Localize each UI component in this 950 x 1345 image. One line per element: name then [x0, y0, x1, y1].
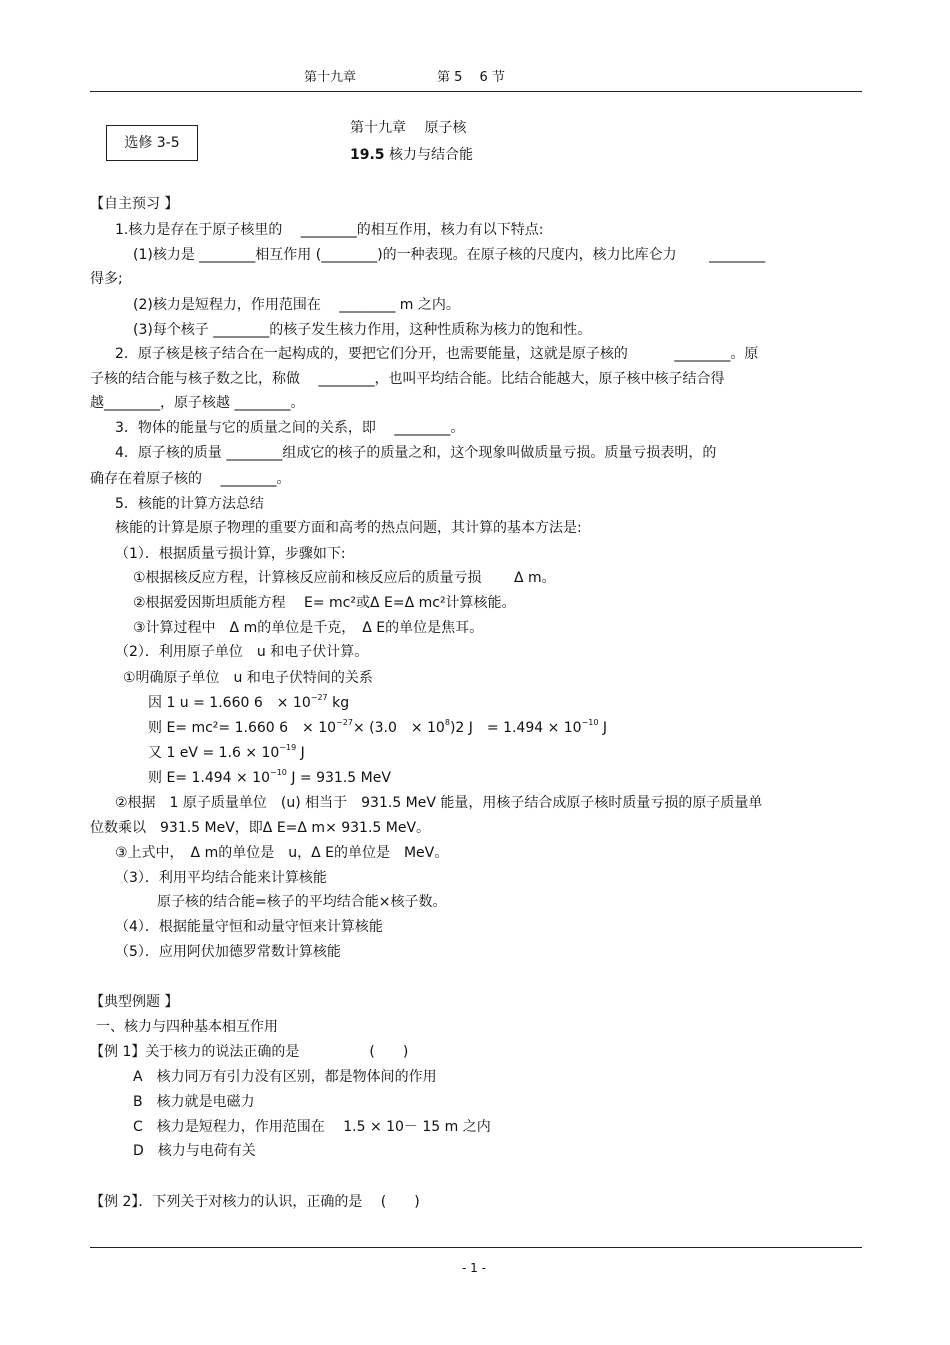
preview-line: （2）．利用原子单位 u 和电子伏计算。	[115, 644, 369, 660]
header-section: 第 5 6 节	[437, 70, 505, 85]
example-1-stem: 【例 1】关于核力的说法正确的是 ( )	[90, 1044, 409, 1060]
example-1-option-d: D 核力与电荷有关	[133, 1143, 256, 1159]
examples-subheading: 一、核力与四种基本相互作用	[96, 1019, 278, 1035]
preview-line: 4．原子核的质量 ________组成它的核子的质量之和，这个现象叫做质量亏损。质量亏损表明，的	[115, 445, 717, 461]
preview-line: ②根据 1 原子质量单位 (u) 相当于 931.5 MeV 能量，用核子结合成原子核时质量亏损的原子质量单	[115, 795, 763, 811]
preview-line: ①根据核反应方程，计算核反应前和核反应后的质量亏损 Δ m。	[133, 570, 556, 586]
preview-line: (3)每个核子 ________的核子发生核力作用，这种性质称为核力的饱和性。	[133, 322, 592, 338]
footer-rule	[90, 1247, 862, 1248]
preview-line: 子核的结合能与核子数之比，称做 ________，也叫平均结合能。比结合能越大，原子核中核子结合得	[90, 371, 725, 387]
preview-line: （5）．应用阿伏加德罗常数计算核能	[115, 944, 341, 960]
examples-heading: 【典型例题 】	[90, 994, 179, 1010]
preview-heading: 【自主预习 】	[90, 196, 179, 212]
preview-line: （4）．根据能量守恒和动量守恒来计算核能	[115, 919, 383, 935]
preview-line: 确存在着原子核的 ________。	[90, 471, 291, 487]
preview-line: 2．原子核是核子结合在一起构成的，要把它们分开，也需要能量，这就是原子核的 ________。原	[115, 346, 759, 362]
preview-line: （1）．根据质量亏损计算，步骤如下:	[115, 546, 346, 562]
preview-line: 原子核的结合能=核子的平均结合能×核子数。	[157, 894, 447, 910]
preview-line: (2)核力是短程力，作用范围在 ________ m 之内。	[133, 297, 460, 313]
preview-line: ①明确原子单位 u 和电子伏特间的关系	[123, 670, 373, 686]
preview-line: 位数乘以 931.5 MeV，即Δ E=Δ m× 931.5 MeV。	[90, 820, 431, 836]
chapter-title: 第十九章 原子核	[350, 120, 467, 136]
section-number: 19.5	[350, 147, 385, 163]
preview-line: 3．物体的能量与它的质量之间的关系，即 ________。	[115, 420, 465, 436]
formula-ev: 又 1 eV = $1.6 \times 10^{-19}$ J	[148, 743, 305, 761]
preview-line: (1)核力是 ________相互作用 (________)的一种表现。在原子核的尺度内，核力比库仑力 ________	[133, 247, 766, 263]
section-name: 核力与结合能	[389, 147, 473, 163]
preview-line: 得多;	[90, 271, 123, 287]
formula-energy: 则 E= mc²= 1.660 6 × $10^{-27}\times (3.0$ × $10^8)2$ J = $1.494 \times 10^{-10}$ J	[148, 718, 608, 736]
header-rule	[90, 91, 862, 92]
header-chapter: 第十九章	[304, 70, 357, 85]
example-1-option-c: C 核力是短程力，作用范围在 1.5 × 10－ 15 m 之内	[133, 1119, 491, 1135]
preview-line: 5．核能的计算方法总结	[115, 496, 264, 512]
example-1-option-a: A 核力同万有引力没有区别，都是物体间的作用	[133, 1069, 437, 1085]
preview-line: 核能的计算是原子物理的重要方面和高考的热点问题，其计算的基本方法是:	[115, 520, 582, 536]
page-number: - 1 -	[462, 1261, 486, 1275]
preview-line: 越________，原子核越 ________。	[90, 395, 305, 411]
preview-line: ②根据爱因斯坦质能方程 E= mc²或Δ E=Δ mc²计算核能。	[133, 595, 516, 611]
preview-line: ③计算过程中 Δ m的单位是千克， Δ E的单位是焦耳。	[133, 620, 484, 636]
example-1-option-b: B 核力就是电磁力	[133, 1094, 255, 1110]
preview-line: 1.核力是存在于原子核里的 ________的相互作用，核力有以下特点:	[115, 222, 544, 238]
preview-line: （3）．利用平均结合能来计算核能	[115, 870, 327, 886]
preview-line: ③上式中， Δ m的单位是 u，Δ E的单位是 MeV。	[115, 845, 449, 861]
section-title	[350, 148, 473, 162]
elective-box: 选修 3-5	[106, 125, 198, 161]
example-2-stem: 【例 2】．下列关于对核力的认识，正确的是 ( )	[90, 1194, 420, 1210]
formula-mev: 则 $E= 1.494 \times 10^{-10}$ J = 931.5 MeV	[148, 768, 391, 786]
formula-atomic-mass: 因 1 u = 1.660 6 × $10^{-27}$ kg	[148, 693, 350, 711]
